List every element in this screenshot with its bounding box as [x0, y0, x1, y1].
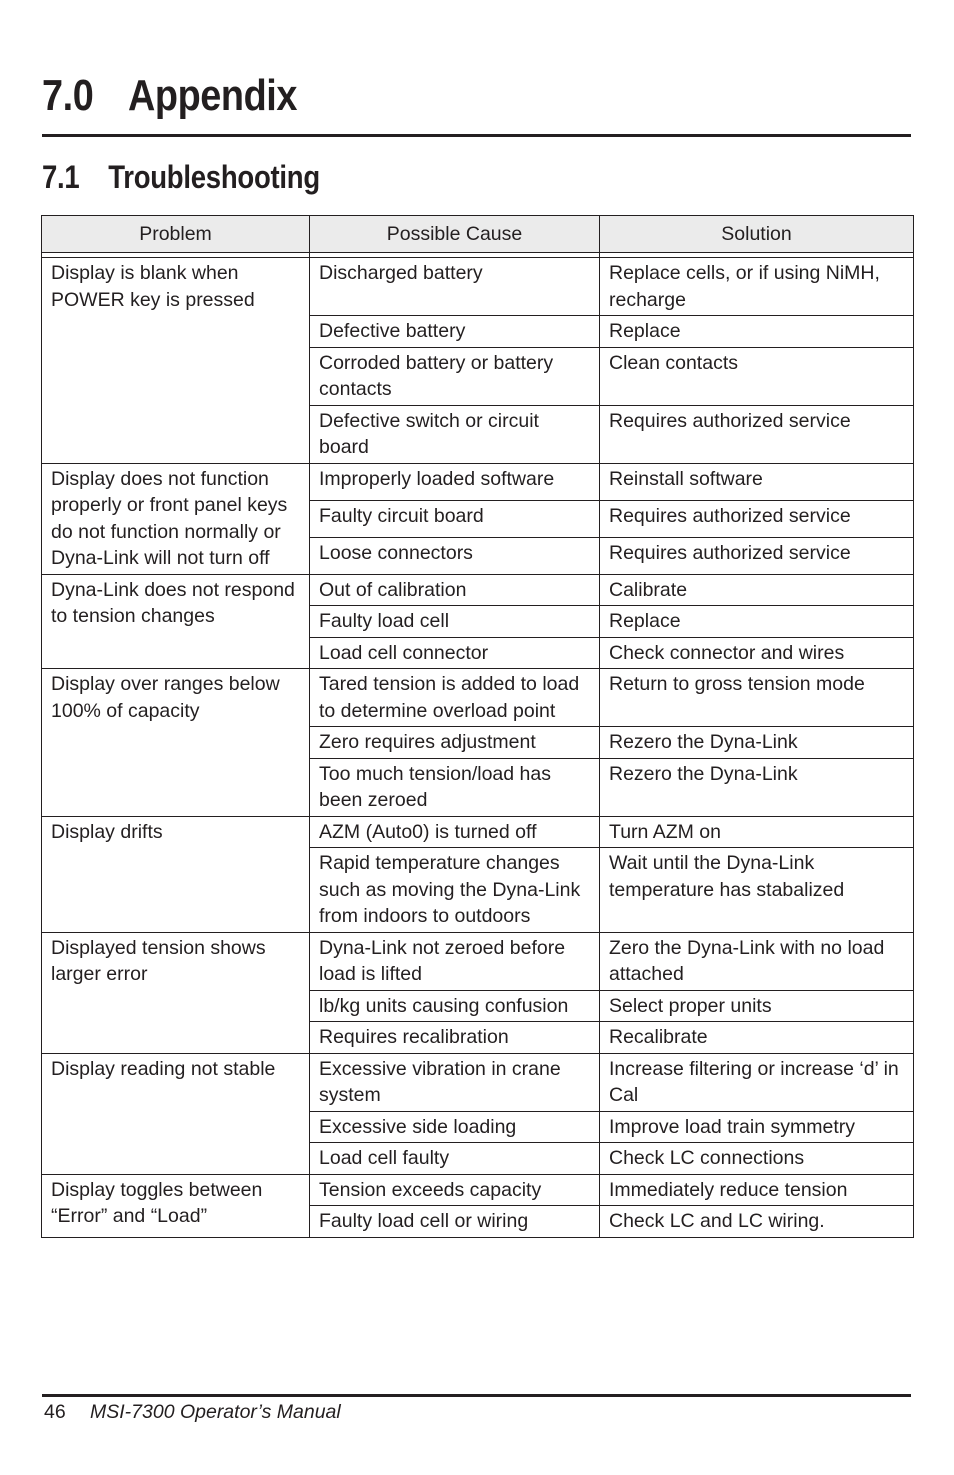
- cause-cell: Faulty load cell: [310, 606, 600, 638]
- section-title: Appendix: [128, 71, 297, 120]
- subsection-title: Troubleshooting: [108, 159, 320, 195]
- solution-cell: Replace: [600, 606, 914, 638]
- cause-cell: Rapid temperature changes such as moving the Dyna-Link from indoors to outdoors: [310, 848, 600, 933]
- cause-cell: Requires recalibration: [310, 1022, 600, 1054]
- cause-cell: Faulty circuit board: [310, 500, 600, 537]
- solution-cell: Requires authorized service: [600, 537, 914, 574]
- table-body: [42, 253, 914, 1238]
- problem-cell: Display toggles between “Error” and “Load”: [42, 1174, 310, 1237]
- solution-cell: Replace: [600, 316, 914, 348]
- cause-cell: Corroded battery or battery contacts: [310, 347, 600, 405]
- table-row: [42, 669, 914, 727]
- cause-cell: Defective switch or circuit board: [310, 405, 600, 463]
- manual-title: MSI-7300 Operator’s Manual: [90, 1401, 341, 1423]
- solution-cell: Requires authorized service: [600, 405, 914, 463]
- solution-cell: Rezero the Dyna-Link: [600, 727, 914, 759]
- page-number: 46: [44, 1401, 66, 1423]
- table-header-row: [42, 216, 914, 253]
- table-row: [42, 1174, 914, 1206]
- solution-cell: Increase filtering or increase ‘d’ in Cal: [600, 1053, 914, 1111]
- problem-cell: Displayed tension shows larger error: [42, 932, 310, 1053]
- subsection-number: 7.1: [42, 159, 80, 195]
- heading-rule: [42, 134, 911, 137]
- cause-cell: Defective battery: [310, 316, 600, 348]
- cause-cell: Tared tension is added to load to determine overload point: [310, 669, 600, 727]
- troubleshooting-table: [41, 215, 914, 1238]
- cause-cell: Dyna-Link not zeroed before load is lifted: [310, 932, 600, 990]
- solution-cell: Immediately reduce tension: [600, 1174, 914, 1206]
- solution-cell: Reinstall software: [600, 463, 914, 500]
- solution-cell: Recalibrate: [600, 1022, 914, 1054]
- cause-cell: Tension exceeds capacity: [310, 1174, 600, 1206]
- problem-cell: Display reading not stable: [42, 1053, 310, 1174]
- solution-cell: Clean contacts: [600, 347, 914, 405]
- table-row: [42, 258, 914, 316]
- table-row: [42, 932, 914, 990]
- header-problem: Problem: [42, 216, 310, 253]
- subsection-heading: [42, 154, 320, 200]
- cause-cell: Load cell connector: [310, 637, 600, 669]
- cause-cell: AZM (Auto0) is turned off: [310, 816, 600, 848]
- cause-cell: Discharged battery: [310, 258, 600, 316]
- solution-cell: Check LC connections: [600, 1143, 914, 1175]
- problem-cell: Dyna-Link does not respond to tension changes: [42, 574, 310, 669]
- cause-cell: lb/kg units causing confusion: [310, 990, 600, 1022]
- cause-cell: Out of calibration: [310, 574, 600, 606]
- solution-cell: Check connector and wires: [600, 637, 914, 669]
- cause-cell: Too much tension/load has been zeroed: [310, 758, 600, 816]
- section-number: 7.0: [42, 71, 94, 120]
- cause-cell: Loose connectors: [310, 537, 600, 574]
- solution-cell: Rezero the Dyna-Link: [600, 758, 914, 816]
- cause-cell: Zero requires adjustment: [310, 727, 600, 759]
- header-solution: Solution: [600, 216, 914, 253]
- solution-cell: Check LC and LC wiring.: [600, 1206, 914, 1238]
- problem-cell: Display is blank when POWER key is pressed: [42, 258, 310, 464]
- header-possible-cause: Possible Cause: [310, 216, 600, 253]
- section-heading: [42, 66, 297, 126]
- table-row: [42, 1053, 914, 1111]
- table-row: [42, 463, 914, 500]
- table-row: [42, 574, 914, 606]
- solution-cell: Improve load train symmetry: [600, 1111, 914, 1143]
- table-row: [42, 816, 914, 848]
- footer-rule: [42, 1394, 911, 1397]
- solution-cell: Wait until the Dyna-Link temperature has stabalized: [600, 848, 914, 933]
- solution-cell: Calibrate: [600, 574, 914, 606]
- solution-cell: Turn AZM on: [600, 816, 914, 848]
- problem-cell: Display over ranges below 100% of capacity: [42, 669, 310, 817]
- cause-cell: Excessive side loading: [310, 1111, 600, 1143]
- solution-cell: Requires authorized service: [600, 500, 914, 537]
- problem-cell: Display drifts: [42, 816, 310, 932]
- cause-cell: Improperly loaded software: [310, 463, 600, 500]
- solution-cell: Replace cells, or if using NiMH, recharge: [600, 258, 914, 316]
- page-footer: [44, 1399, 341, 1425]
- cause-cell: Faulty load cell or wiring: [310, 1206, 600, 1238]
- solution-cell: Return to gross tension mode: [600, 669, 914, 727]
- cause-cell: Load cell faulty: [310, 1143, 600, 1175]
- problem-cell: Display does not function properly or front panel keys do not function normally or Dyna-Link will not turn off: [42, 463, 310, 574]
- solution-cell: Zero the Dyna-Link with no load attached: [600, 932, 914, 990]
- cause-cell: Excessive vibration in crane system: [310, 1053, 600, 1111]
- solution-cell: Select proper units: [600, 990, 914, 1022]
